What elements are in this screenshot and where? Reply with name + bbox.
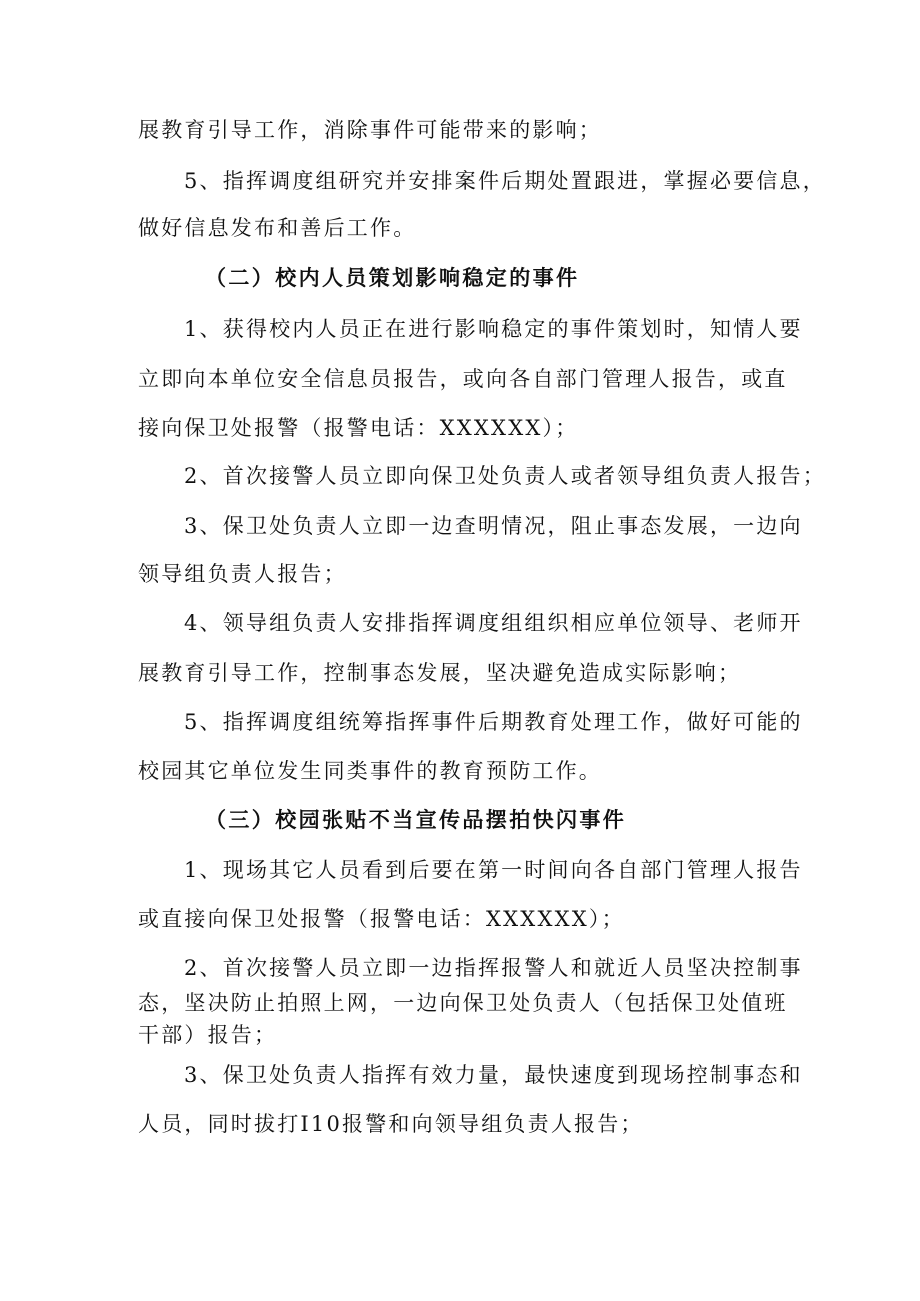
body-line-3: 做好信息发布和善后工作。	[138, 216, 417, 240]
section-heading-3: （三）校园张贴不当宣传品摆拍快闪事件	[205, 807, 627, 832]
body-line-20: 人员，同时拔打I10报警和向领导组负责人报告；	[138, 1112, 644, 1136]
body-line-18: 干部）报告；	[138, 1023, 278, 1047]
section-heading-2: （二）校内人员策划影响稳定的事件	[205, 265, 580, 290]
body-line-8: 3、保卫处负责人立即一边查明情况，阻止事态发展，一边向	[184, 514, 803, 538]
body-line-2: 5、指挥调度组研究并安排案件后期处置跟进，掌握必要信息，	[184, 169, 826, 193]
body-line-6: 接向保卫处报警（报警电话：XXXXXX）；	[138, 416, 579, 440]
body-line-5: 立即向本单位安全信息员报告，或向各自部门管理人报告，或直	[138, 367, 788, 391]
body-line-10: 4、领导组负责人安排指挥调度组组织相应单位领导、老师开	[184, 611, 803, 635]
body-line-13: 校园其它单位发生同类事件的教育预防工作。	[138, 759, 602, 783]
body-line-12: 5、指挥调度组统筹指挥事件后期教育处理工作，做好可能的	[184, 710, 803, 734]
body-line-7: 2、首次接警人员立即向保卫处负责人或者领导组负责人报告；	[184, 464, 826, 488]
body-line-14: 1、现场其它人员看到后要在第一时间向各自部门管理人报告	[184, 858, 803, 882]
body-line-19: 3、保卫处负责人指挥有效力量，最快速度到现场控制事态和	[184, 1063, 803, 1087]
body-line-17: 态，坚决防止拍照上网，一边向保卫处负责人（包括保卫处值班	[138, 991, 788, 1015]
body-line-16: 2、首次接警人员立即一边指挥报警人和就近人员坚决控制事	[184, 956, 803, 980]
body-line-1: 展教育引导工作，消除事件可能带来的影响；	[138, 118, 602, 142]
body-line-15: 或直接向保卫处报警（报警电话：XXXXXX）；	[138, 907, 625, 931]
body-line-9: 领导组负责人报告；	[138, 562, 347, 586]
body-line-11: 展教育引导工作，控制事态发展，坚决避免造成实际影响；	[138, 661, 742, 685]
body-line-4: 1、获得校内人员正在进行影响稳定的事件策划时，知情人要	[184, 317, 803, 341]
